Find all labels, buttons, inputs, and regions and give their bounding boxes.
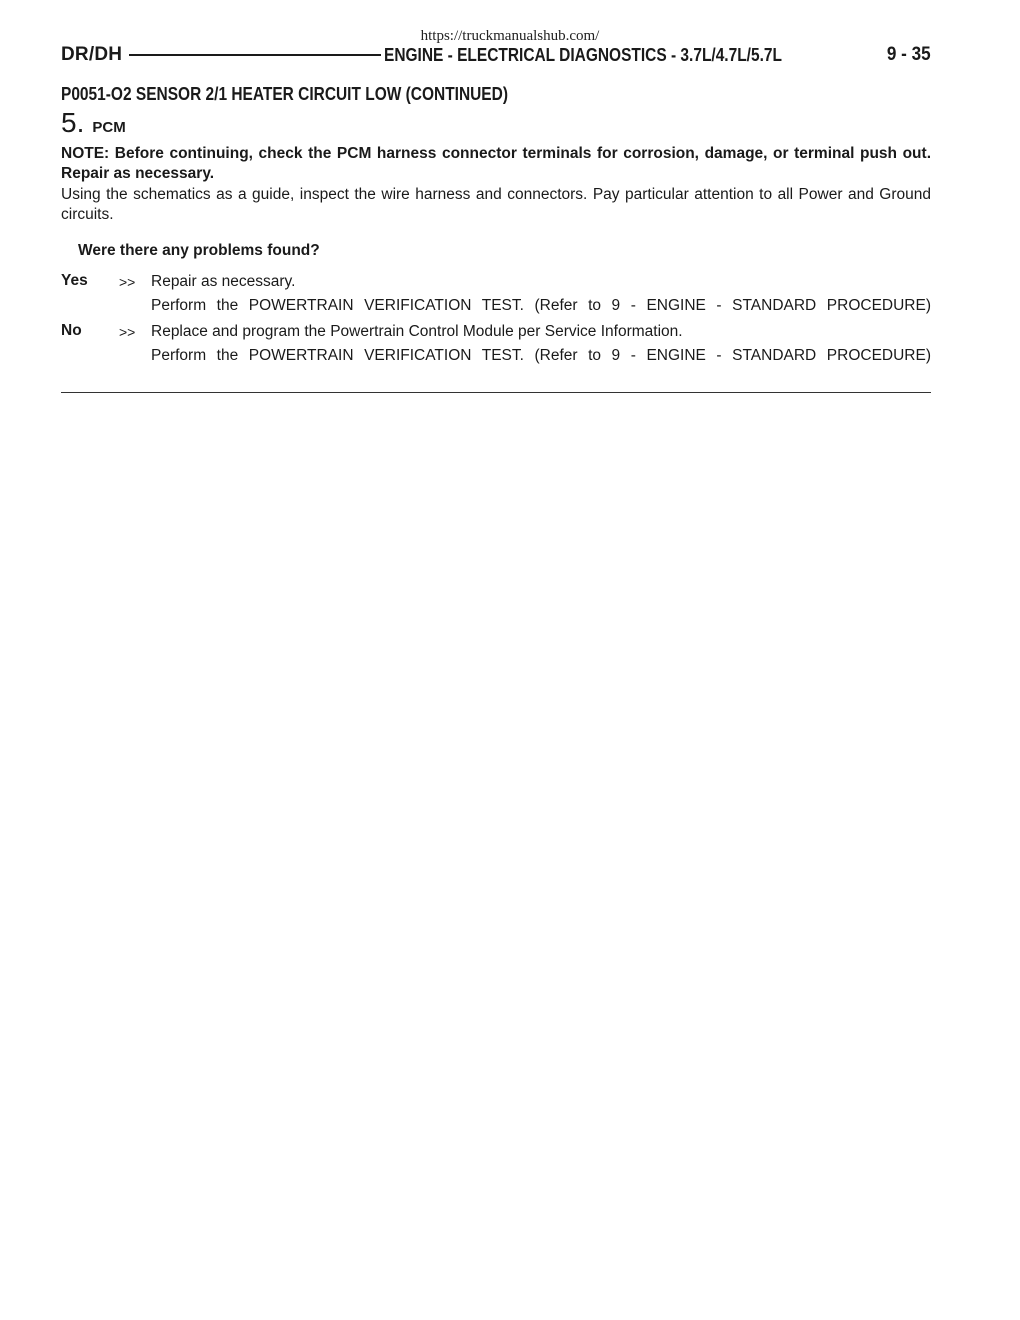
answer-lines [151, 322, 931, 370]
page-header [61, 42, 931, 68]
answer-line: Repair as necessary. [151, 273, 296, 290]
answer-line: Replace and program the Powertrain Control Module per Service Information. [151, 323, 683, 340]
answer-key: Yes [61, 272, 88, 289]
step-heading [61, 107, 126, 139]
answer-lines [151, 272, 931, 320]
source-url: https://truckmanualshub.com/ [420, 28, 600, 44]
answer-arrow: >> [119, 274, 136, 290]
note-text: NOTE: Before continuing, check the PCM harness connector terminals for corrosion, damage, or terminal push out. Repair as necessary. [61, 145, 931, 182]
answer-line: Perform the POWERTRAIN VERIFICATION TEST. (Refer to 9 - ENGINE - STANDARD PROCEDURE) [151, 297, 931, 314]
instruction-text: Using the schematics as a guide, inspect the wire harness and connectors. Pay particular attention to all Power and Ground circuits. [61, 186, 931, 223]
answer-line: Perform the POWERTRAIN VERIFICATION TEST. (Refer to 9 - ENGINE - STANDARD PROCEDURE) [151, 347, 931, 364]
answer-arrow: >> [119, 324, 136, 340]
section-title: P0051-O2 SENSOR 2/1 HEATER CIRCUIT LOW (CONTINUED) [61, 84, 508, 104]
page-number: 9 - 35 [887, 44, 931, 65]
question-text: Were there any problems found? [78, 242, 320, 259]
section-divider [61, 392, 931, 393]
header-rule [129, 54, 381, 56]
step-number: 5. [61, 107, 85, 138]
header-section: ENGINE - ELECTRICAL DIAGNOSTICS - 3.7L/4.7L/5.7L [384, 44, 783, 65]
step-label: PCM [92, 119, 126, 136]
answer-key: No [61, 322, 82, 339]
header-model: DR/DH [61, 44, 123, 65]
